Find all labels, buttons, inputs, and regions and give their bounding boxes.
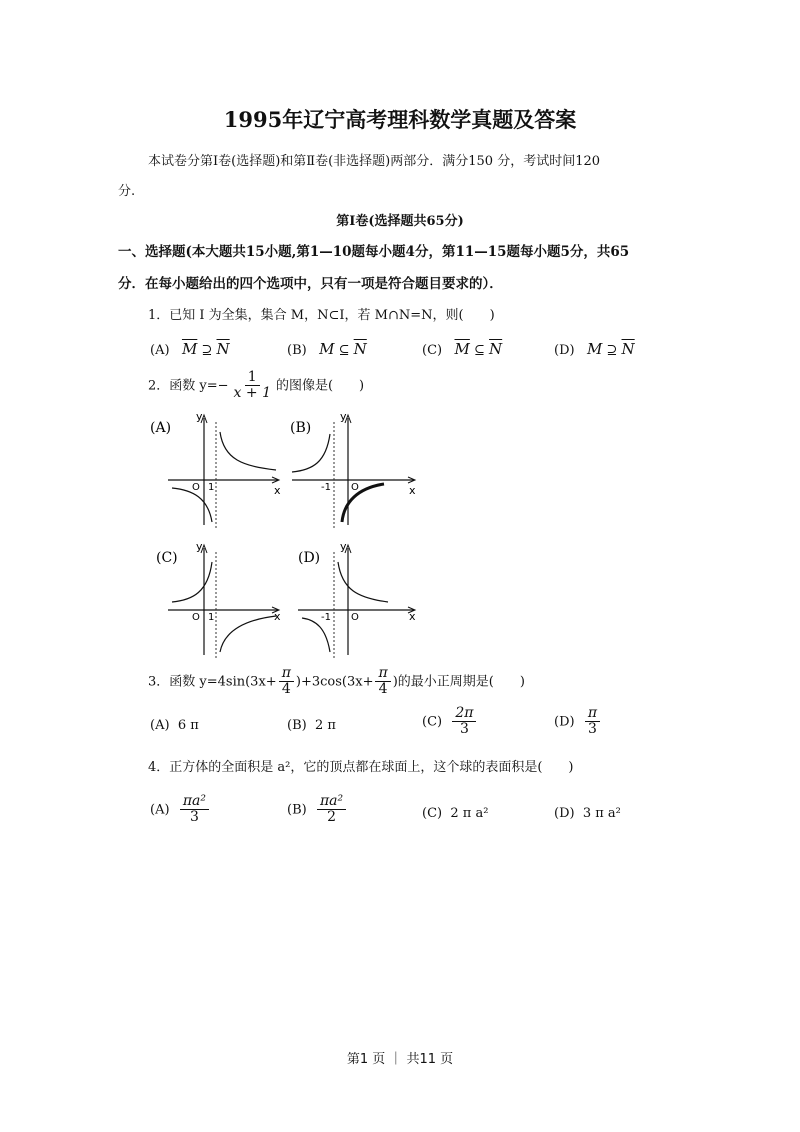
q3-option-c <box>422 706 478 738</box>
instructions-line-2: 分．在每小题给出的四个选项中，只有一项是符合题目要求的）． <box>118 276 503 292</box>
q4-option-a <box>150 794 211 826</box>
q2-suffix: 的图像是( ) <box>275 378 365 394</box>
section-title: 第Ⅰ卷(选择题共65分) <box>336 214 464 229</box>
option-label: (B) <box>287 802 307 818</box>
curve-upper <box>220 432 276 470</box>
curve-upper <box>172 562 212 602</box>
fraction-denominator: 3 <box>189 809 199 826</box>
graph-c <box>148 540 288 660</box>
graph-a <box>148 410 288 530</box>
fraction-numerator: π <box>375 666 390 682</box>
option-right: $\overline{N}$ <box>489 340 503 358</box>
option-label: (A) <box>150 802 170 818</box>
q3-prefix: 3．函数 y=4sin(3x+ <box>148 674 277 690</box>
tick-label: 1 <box>208 612 215 623</box>
option-left: $\overline{M}$ <box>454 340 470 358</box>
option-value: 3 π a² <box>582 806 621 821</box>
fraction-numerator: π <box>585 706 600 722</box>
q4-option-b <box>287 794 348 826</box>
question-1: 1．已知 I 为全集，集合 M，N⊂I，若 M∩N=N，则( ) <box>148 308 495 323</box>
graph-b <box>288 410 428 530</box>
tick-label: -1 <box>321 612 331 623</box>
fraction-denominator: 4 <box>281 681 291 698</box>
option-left: $\overline{M}$ <box>181 340 198 358</box>
origin-label: O <box>351 482 359 493</box>
q3-option-b <box>287 718 336 733</box>
fraction-denominator: 2 <box>327 809 337 826</box>
option-fraction <box>452 706 476 738</box>
y-axis-label: y <box>196 410 203 423</box>
origin-label: O <box>192 612 200 623</box>
graph-label: (D) <box>298 550 321 566</box>
q1-option-d <box>554 340 635 358</box>
origin-label: O <box>192 482 200 493</box>
fraction-numerator: πa² <box>180 794 209 810</box>
x-axis-label: x <box>409 610 416 623</box>
x-axis-label: x <box>274 484 281 497</box>
q1-option-b <box>287 340 367 358</box>
option-left: M <box>586 340 603 358</box>
option-label: (B) <box>287 718 307 733</box>
option-right: $\overline{N}$ <box>216 340 230 358</box>
question-3 <box>148 666 525 698</box>
q3-fraction-1 <box>279 666 294 698</box>
option-label: (A) <box>150 343 170 358</box>
fraction-denominator: 4 <box>378 681 388 698</box>
origin-label: O <box>351 612 359 623</box>
graph-label: (A) <box>150 420 172 436</box>
curve-lower <box>172 488 212 522</box>
q1-option-a <box>150 340 230 358</box>
option-left: M <box>319 340 335 358</box>
option-value: 2 π a² <box>450 806 489 821</box>
q1-option-c <box>422 340 502 358</box>
q4-option-c <box>422 806 488 821</box>
y-axis-label: y <box>340 410 347 423</box>
option-label: (C) <box>422 714 443 730</box>
fraction-numerator: πa² <box>317 794 346 810</box>
option-value: 2 π <box>314 718 336 733</box>
curve-upper <box>292 434 330 472</box>
y-axis-label: y <box>340 540 347 553</box>
instructions-line-1: 一、选择题(本大题共15小题,第1—10题每小题4分，第11—15题每小题5分，共65 <box>118 244 630 260</box>
fraction-denominator: 3 <box>459 721 469 738</box>
option-fraction <box>585 706 600 738</box>
tick-label: -1 <box>321 482 331 493</box>
option-right: $\overline{N}$ <box>353 340 367 358</box>
page-footer: 第1 页 ｜ 共11 页 <box>346 1052 454 1067</box>
question-4: 4．正方体的全面积是 a²，它的顶点都在球面上，这个球的表面积是( ) <box>148 760 574 775</box>
q2-prefix: 2．函数 y=− <box>148 378 229 394</box>
option-right: $\overline{N}$ <box>621 340 635 358</box>
fraction-numerator: 2π <box>452 706 476 722</box>
graph-label: (C) <box>156 550 178 566</box>
q4-option-d <box>554 806 621 821</box>
q3-suffix: )的最小正周期是( ) <box>392 674 525 690</box>
fraction-numerator: π <box>279 666 294 682</box>
option-fraction <box>180 794 209 826</box>
option-relation: ⊆ <box>474 343 485 358</box>
fraction-numerator: 1 <box>245 370 260 386</box>
graph-d <box>288 540 428 660</box>
option-fraction <box>317 794 346 826</box>
option-label: (B) <box>287 343 307 358</box>
intro-line-2: 分. <box>118 184 136 199</box>
option-relation: ⊇ <box>201 343 213 358</box>
option-relation: ⊇ <box>606 343 618 358</box>
q3-option-a <box>150 718 199 733</box>
question-2 <box>148 370 364 402</box>
tick-label: 1 <box>208 482 215 493</box>
intro-line-1: 本试卷分第Ⅰ卷(选择题)和第Ⅱ卷(非选择题)两部分．满分150 分，考试时间120 <box>148 154 601 169</box>
option-relation: ⊆ <box>338 343 350 358</box>
q3-option-d <box>554 706 602 738</box>
curve-lower <box>302 618 330 652</box>
option-label: (A) <box>150 718 170 733</box>
graph-label: (B) <box>290 420 312 436</box>
option-label: (C) <box>422 806 443 821</box>
x-axis-label: x <box>409 484 416 497</box>
fraction-denominator: 3 <box>587 721 597 738</box>
q3-mid: )+3cos(3x+ <box>295 674 374 690</box>
q3-fraction-2 <box>375 666 390 698</box>
option-label: (C) <box>422 343 443 358</box>
option-value: 6 π <box>177 718 199 733</box>
option-label: (D) <box>554 714 575 730</box>
option-label: (D) <box>554 343 575 358</box>
y-axis-label: y <box>196 540 203 553</box>
q2-fraction <box>231 370 274 402</box>
option-label: (D) <box>554 806 575 821</box>
curve-lower <box>220 616 276 652</box>
x-axis-label: x <box>274 610 281 623</box>
fraction-denominator: x + 1 <box>233 385 271 402</box>
curve-upper <box>338 562 388 602</box>
document-title: 1995年辽宁高考理科数学真题及答案 <box>223 107 577 132</box>
